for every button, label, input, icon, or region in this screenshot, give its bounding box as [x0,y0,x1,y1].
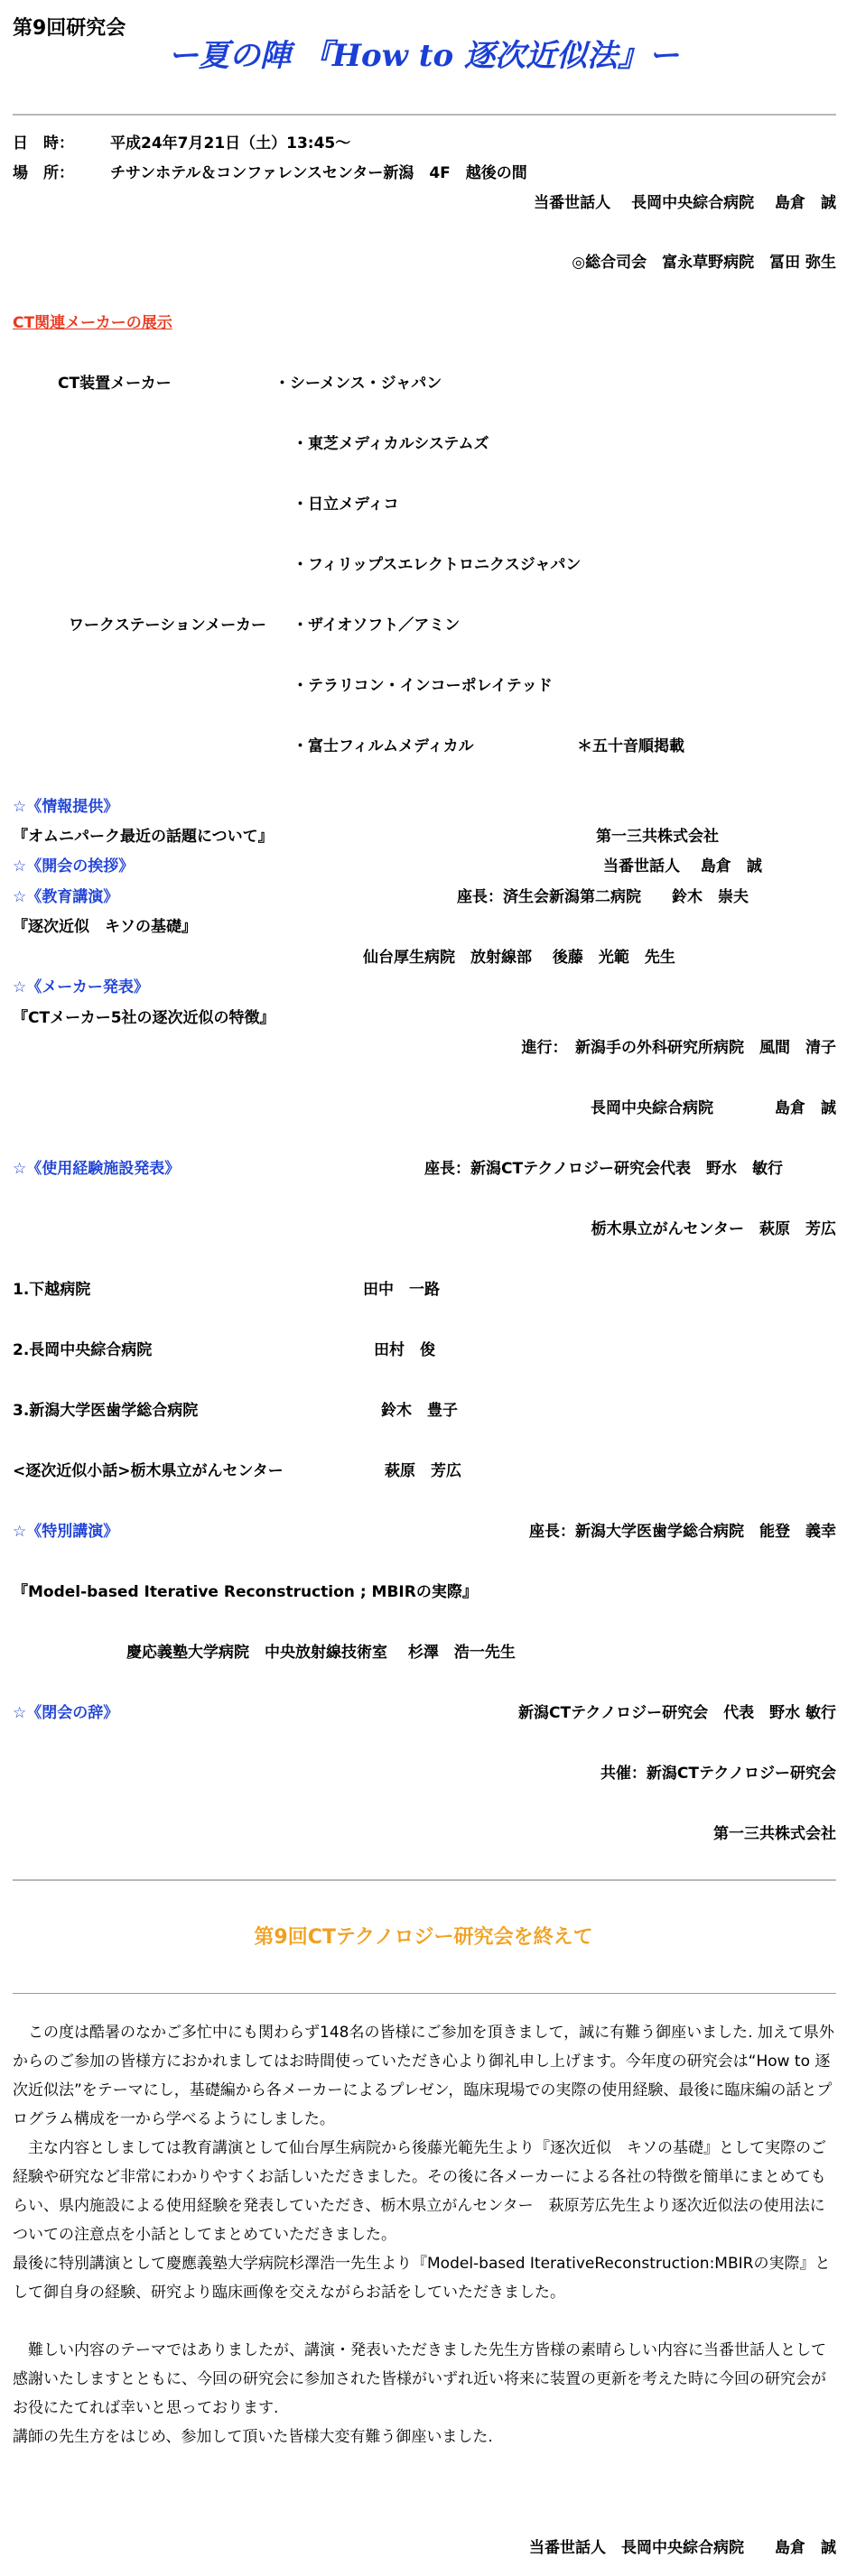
presentation-3-hospital: 3.新潟大学医歯学総合病院 [13,1402,199,1420]
presentation-2-hospital: 2.長岡中央綜合病院 [13,1341,153,1359]
report-heading-divider [13,1993,836,1994]
report-paragraph-4: 難しい内容のテーマではありましたが、講演・発表いただきました先生方皆様の素晴らしい内容に当番世話人として感謝いたしますとともに、今回の研究会に参加された皆様がいずれ近い将来に装置の更新を考えた時に今回の研究会がお役にたてれば幸いと思っております. [13,2341,826,2417]
info-heading: ☆《情報提供》 [13,798,119,816]
report-body [13,2018,834,2451]
special-heading: ☆《特別講演》 [13,1523,119,1541]
special-chair: 座長：新潟大学医歯学総合病院 能登 義幸 [529,1523,836,1541]
report-paragraph-3: 最後に特別講演として慶應義塾大学病院杉澤浩一先生より『Model-based IterativeReconstruction:MBIRの実際』として御自身の経験、研究より臨床画像を交えながらお話をしていただきました。 [13,2255,831,2302]
sponsor-1: 共催：新潟CTテクノロジー研究会 [600,1765,836,1783]
maker-moderator-1: 進行： 新潟手の外科研究所病院 風間 清子 [521,1039,836,1057]
ct-maker-1: ・シーメンス・ジャパン [275,375,442,393]
ct-maker-2: ・東芝メディカルシステムズ [293,435,489,453]
presentation-4-speaker: 萩原 芳広 [385,1462,461,1480]
page-title: ー夏の陣 『How to 逐次近似法』ー [168,38,679,74]
ws-maker-3: ・富士フィルムメディカル [293,737,474,755]
maker-title: 『CTメーカー5社の逐次近似の特徴』 [13,1009,275,1027]
experience-chair-1: 座長：新潟CTテクノロジー研究会代表 野水 敏行 [424,1160,784,1178]
special-speaker: 慶応義塾大学病院 中央放射線技術室 杉澤 浩一先生 [126,1644,516,1662]
experience-chair-2: 栃木県立がんセンター 萩原 芳広 [591,1220,836,1238]
place-value: チサンホテル＆コンファレンスセンター新潟 4F 越後の間 [110,164,527,182]
ct-maker-label: CT装置メーカー [58,375,172,393]
education-title: 『逐次近似 キソの基礎』 [13,918,197,936]
date-label: 日 時： [13,134,74,153]
program-divider [13,1879,836,1881]
exhibit-heading: CT関連メーカーの展示 [13,314,172,332]
report-paragraph-2: 主な内容としましては教育講演として仙台厚生病院から後藤光範先生より『逐次近似 キソの基礎』として実際のご経験や研究など非常にわかりやすくお話しいただきました。その後に各メーカーによる各社の特徴を簡単にまとめてもらい、県内施設による使用経験を発表していただき、栃木県立がんセンター 萩原芳広先生より逐次近似法の使用法についての注意点を小話としてまとめていただきました。 [13,2139,826,2244]
presentation-1-hospital: 1.下越病院 [13,1281,91,1299]
opening-heading: ☆《開会の挨拶》 [13,857,135,876]
special-title: 『Model-based Iterative Reconstruction ; MBIRの実際』 [13,1583,478,1601]
meeting-number: 第9回研究会 [13,17,126,40]
presentation-3-speaker: 鈴木 豊子 [381,1402,458,1420]
experience-heading: ☆《使用経験施設発表》 [13,1160,181,1178]
date-value: 平成24年7月21日（土）13:45〜 [110,134,351,153]
info-title: 『オムニパーク最近の話題について』 [13,828,274,846]
education-heading: ☆《教育講演》 [13,888,119,906]
ct-maker-3: ・日立メディコ [293,496,399,514]
mc-info: ◎総合司会 富永草野病院 冨田 弥生 [572,254,836,272]
education-chair: 座長：済生会新潟第二病院 鈴木 崇夫 [457,888,749,906]
opening-person: 当番世話人 島倉 誠 [603,857,762,876]
ws-maker-1: ・ザイオソフト／アミン [293,616,461,635]
sponsor-2: 第一三共株式会社 [713,1825,836,1843]
presentation-1-speaker: 田中 一路 [363,1281,440,1299]
report-signature: 当番世話人 長岡中央綜合病院 島倉 誠 [529,2539,836,2557]
report-paragraph-1: この度は酷暑のなかご多忙中にも関わらず148名の皆様にご参加を頂きまして，誠に有難う御座いました. 加えて県外からのご参加の皆様方におかれましてはお時間使っていただき心より御礼申し上げます。今年度の研究会は“How to 逐次近似法”をテーマにし，基礎編から各メーカーによるプレゼン，臨床現場での実際の使用経験、最後に臨床編の話とプログラム構成を一から学べるようにしました。 [13,2024,834,2128]
education-speaker: 仙台厚生病院 放射線部 後藤 光範 先生 [363,949,675,967]
ws-maker-label: ワークステーションメーカー [69,616,266,635]
info-company: 第一三共株式会社 [596,828,719,846]
maker-heading: ☆《メーカー発表》 [13,978,149,996]
host-info: 当番世話人 長岡中央綜合病院 島倉 誠 [534,194,836,212]
place-label: 場 所： [13,164,74,182]
header-divider [13,114,836,116]
presentation-4-hospital: <逐次近似小話>栃木県立がんセンター [13,1462,284,1480]
report-paragraph-5: 講師の先生方をはじめ、参加して頂いた皆様大変有難う御座いました. [13,2428,493,2446]
report-heading: 第9回CTテクノロジー研究会を終えて [254,1926,593,1949]
presentation-2-speaker: 田村 俊 [374,1341,435,1359]
closing-person: 新潟CTテクノロジー研究会 代表 野水 敏行 [518,1704,836,1722]
ws-maker-2: ・テラリコン・インコーポレイテッド [293,677,553,695]
closing-heading: ☆《閉会の辞》 [13,1704,119,1722]
ct-maker-4: ・フィリップスエレクトロニクスジャパン [293,556,582,574]
maker-moderator-2: 長岡中央綜合病院 島倉 誠 [591,1099,836,1117]
order-note: ＊五十音順掲載 [577,737,684,755]
